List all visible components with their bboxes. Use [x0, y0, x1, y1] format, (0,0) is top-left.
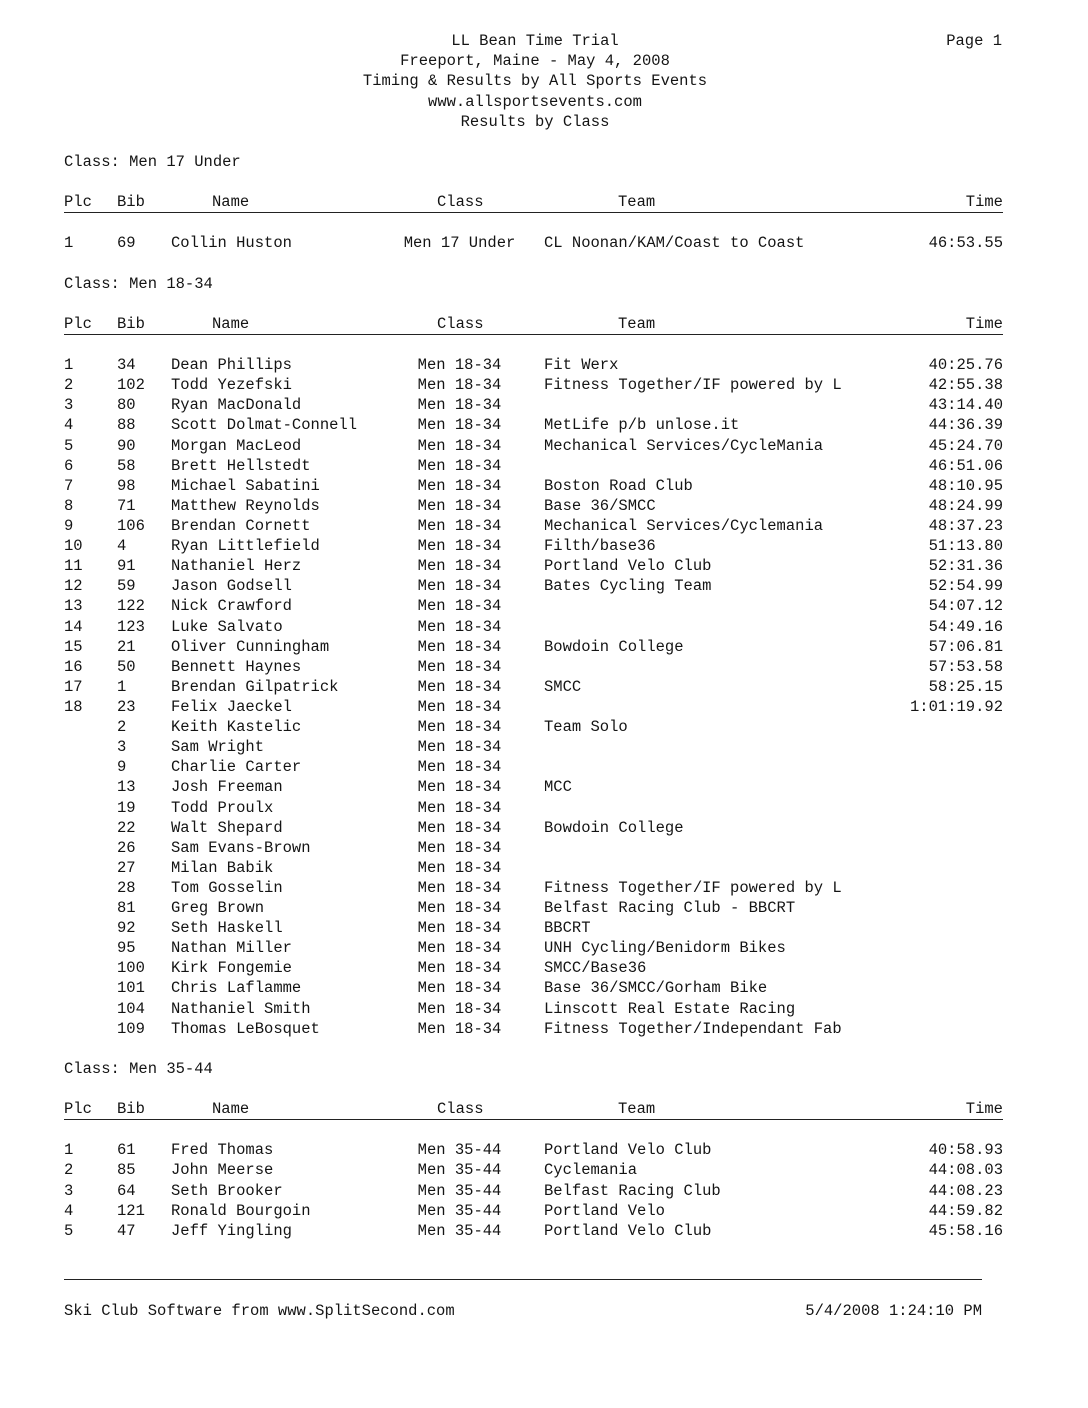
cell-team: Filth/base36	[544, 537, 656, 556]
cell-plc: 2	[64, 376, 74, 395]
column-header-plc: Plc	[64, 314, 92, 333]
cell-team: Mechanical Services/CycleMania	[544, 436, 824, 455]
cell-plc: 1	[64, 1141, 74, 1160]
table-row	[64, 717, 1003, 737]
cell-plc: 4	[64, 1201, 74, 1220]
table-row	[64, 355, 1003, 375]
cell-bib: 26	[117, 838, 136, 857]
event-location-date: Freeport, Maine - May 4, 2008	[400, 52, 670, 71]
table-row	[64, 1181, 1003, 1201]
cell-plc: 18	[64, 697, 83, 716]
cell-plc: 5	[64, 436, 74, 455]
cell-team: Portland Velo Club	[544, 557, 712, 576]
cell-plc: 9	[64, 516, 74, 535]
table-row	[64, 556, 1003, 576]
cell-bib: 109	[117, 1019, 145, 1038]
cell-class: Men 18-34	[417, 597, 502, 616]
column-header-time: Time	[965, 193, 1003, 212]
table-row	[64, 516, 1003, 536]
cell-class: Men 18-34	[417, 436, 502, 455]
column-header-bib: Bib	[117, 193, 145, 212]
cell-class: Men 18-34	[417, 1019, 502, 1038]
cell-class: Men 18-34	[417, 778, 502, 797]
column-header-team: Team	[618, 193, 656, 212]
blank-line	[64, 294, 1003, 314]
cell-team: Boston Road Club	[544, 476, 693, 495]
timing-credit: Timing & Results by All Sports Events	[362, 72, 708, 91]
cell-bib: 19	[117, 798, 136, 817]
cell-plc: 14	[64, 617, 83, 636]
cell-bib: 71	[117, 496, 136, 515]
cell-plc: 3	[64, 1181, 74, 1200]
cell-plc: 1	[64, 356, 74, 375]
cell-bib: 4	[117, 537, 127, 556]
class-section	[64, 152, 1003, 274]
cell-time: 42:55.38	[928, 376, 1003, 395]
cell-name: Brett Hellstedt	[171, 456, 311, 475]
table-row	[64, 395, 1003, 415]
column-header-time: Time	[965, 314, 1003, 333]
table-row	[64, 1201, 1003, 1221]
cell-name: Todd Yezefski	[171, 376, 292, 395]
cell-plc: 17	[64, 677, 83, 696]
table-row	[64, 476, 1003, 496]
table-row	[64, 958, 1003, 978]
column-header-time: Time	[965, 1100, 1003, 1119]
table-row	[64, 878, 1003, 898]
cell-class: Men 18-34	[417, 657, 502, 676]
cell-class: Men 18-34	[417, 878, 502, 897]
cell-team: Belfast Racing Club - BBCRT	[544, 899, 796, 918]
table-row	[64, 1140, 1003, 1160]
cell-class: Men 18-34	[417, 738, 502, 757]
cell-name: John Meerse	[171, 1161, 274, 1180]
cell-team: Base 36/SMCC	[544, 496, 656, 515]
cell-bib: 13	[117, 778, 136, 797]
cell-bib: 100	[117, 959, 145, 978]
event-title: LL Bean Time Trial	[451, 32, 619, 50]
cell-name: Josh Freeman	[171, 778, 283, 797]
cell-bib: 88	[117, 416, 136, 435]
cell-time: 40:58.93	[928, 1141, 1003, 1160]
cell-name: Dean Phillips	[171, 356, 292, 375]
table-row	[64, 536, 1003, 556]
cell-time: 52:31.36	[928, 557, 1003, 576]
cell-team: Cyclemania	[544, 1161, 638, 1180]
cell-name: Nathaniel Herz	[171, 557, 302, 576]
cell-plc: 3	[64, 396, 74, 415]
cell-time: 44:59.82	[928, 1201, 1003, 1220]
cell-bib: 69	[117, 234, 136, 253]
cell-team: Bowdoin College	[544, 637, 684, 656]
cell-time: 58:25.15	[928, 677, 1003, 696]
cell-bib: 92	[117, 919, 136, 938]
cell-class: Men 18-34	[417, 356, 502, 375]
blank-line	[64, 172, 1003, 192]
cell-name: Fred Thomas	[171, 1141, 274, 1160]
cell-name: Collin Huston	[171, 234, 292, 253]
cell-bib: 23	[117, 697, 136, 716]
cell-time: 46:53.55	[928, 234, 1003, 253]
column-header-name: Name	[212, 193, 250, 212]
cell-class: Men 18-34	[417, 979, 502, 998]
cell-team: Belfast Racing Club	[544, 1181, 721, 1200]
cell-bib: 28	[117, 878, 136, 897]
footer-divider	[64, 1279, 982, 1280]
column-header-class: Class	[437, 193, 484, 212]
class-section-title: Class: Men 17 Under	[64, 153, 241, 171]
cell-name: Ryan MacDonald	[171, 396, 302, 415]
cell-name: Tom Gosselin	[171, 878, 283, 897]
cell-plc: 1	[64, 234, 74, 253]
cell-bib: 102	[117, 376, 145, 395]
cell-bib: 98	[117, 476, 136, 495]
cell-name: Todd Proulx	[171, 798, 274, 817]
cell-class: Men 18-34	[417, 396, 502, 415]
cell-name: Keith Kastelic	[171, 718, 302, 737]
cell-time: 40:25.76	[928, 356, 1003, 375]
cell-name: Oliver Cunningham	[171, 637, 330, 656]
cell-bib: 81	[117, 899, 136, 918]
cell-name: Thomas LeBosquet	[171, 1019, 320, 1038]
cell-class: Men 18-34	[417, 959, 502, 978]
column-header-team: Team	[618, 314, 656, 333]
table-row	[64, 456, 1003, 476]
cell-time: 54:49.16	[928, 617, 1003, 636]
table-row	[64, 415, 1003, 435]
table-row	[64, 737, 1003, 757]
table-row	[64, 657, 1003, 677]
cell-class: Men 18-34	[417, 899, 502, 918]
column-header-class: Class	[437, 314, 484, 333]
cell-plc: 12	[64, 577, 83, 596]
cell-name: Felix Jaeckel	[171, 697, 292, 716]
cell-name: Brendan Gilpatrick	[171, 677, 339, 696]
cell-bib: 122	[117, 597, 145, 616]
column-header-team: Team	[618, 1100, 656, 1119]
cell-name: Walt Shepard	[171, 818, 283, 837]
cell-name: Nick Crawford	[171, 597, 292, 616]
table-row	[64, 496, 1003, 516]
cell-time: 54:07.12	[928, 597, 1003, 616]
software-credit: Ski Club Software from www.SplitSecond.com	[64, 1302, 455, 1320]
cell-time: 57:53.58	[928, 657, 1003, 676]
cell-class: Men 18-34	[417, 577, 502, 596]
cell-name: Seth Haskell	[171, 919, 283, 938]
cell-bib: 50	[117, 657, 136, 676]
cell-time: 44:08.23	[928, 1181, 1003, 1200]
blank-line	[64, 1120, 1003, 1140]
cell-class: Men 18-34	[417, 919, 502, 938]
report-header	[0, 31, 1070, 132]
cell-bib: 3	[117, 738, 127, 757]
cell-name: Ronald Bourgoin	[171, 1201, 311, 1220]
cell-name: Sam Wright	[171, 738, 265, 757]
cell-class: Men 18-34	[417, 999, 502, 1018]
cell-time: 44:08.03	[928, 1161, 1003, 1180]
cell-bib: 21	[117, 637, 136, 656]
cell-class: Men 18-34	[417, 677, 502, 696]
cell-team: Mechanical Services/Cyclemania	[544, 516, 824, 535]
cell-name: Luke Salvato	[171, 617, 283, 636]
cell-name: Scott Dolmat-Connell	[171, 416, 358, 435]
cell-team: Fitness Together/Independant Fab	[544, 1019, 842, 1038]
cell-team: Fitness Together/IF powered by L	[544, 376, 842, 395]
cell-plc: 4	[64, 416, 74, 435]
table-row	[64, 576, 1003, 596]
table-row	[64, 1019, 1003, 1039]
cell-class: Men 18-34	[417, 617, 502, 636]
cell-class: Men 17 Under	[403, 234, 516, 253]
cell-class: Men 18-34	[417, 496, 502, 515]
cell-class: Men 18-34	[417, 376, 502, 395]
cell-time: 52:54.99	[928, 577, 1003, 596]
cell-bib: 27	[117, 858, 136, 877]
cell-bib: 47	[117, 1221, 136, 1240]
report-subtitle: Results by Class	[460, 112, 610, 131]
cell-class: Men 35-44	[417, 1221, 502, 1240]
cell-bib: 2	[117, 718, 127, 737]
cell-bib: 59	[117, 577, 136, 596]
table-row	[64, 637, 1003, 657]
cell-name: Milan Babik	[171, 858, 274, 877]
cell-plc: 16	[64, 657, 83, 676]
cell-class: Men 18-34	[417, 838, 502, 857]
column-header-row	[64, 314, 1003, 335]
cell-time: 57:06.81	[928, 637, 1003, 656]
cell-class: Men 18-34	[417, 718, 502, 737]
table-row	[64, 617, 1003, 637]
column-header-bib: Bib	[117, 314, 145, 333]
cell-team: Portland Velo Club	[544, 1221, 712, 1240]
cell-bib: 121	[117, 1201, 145, 1220]
cell-team: MetLife p/b unlose.it	[544, 416, 740, 435]
cell-plc: 6	[64, 456, 74, 475]
cell-team: CL Noonan/KAM/Coast to Coast	[544, 234, 805, 253]
table-row	[64, 858, 1003, 878]
table-row	[64, 596, 1003, 616]
cell-class: Men 35-44	[417, 1201, 502, 1220]
cell-class: Men 18-34	[417, 416, 502, 435]
cell-name: Ryan Littlefield	[171, 537, 320, 556]
cell-name: Kirk Fongemie	[171, 959, 292, 978]
column-header-class: Class	[437, 1100, 484, 1119]
cell-team: SMCC	[544, 677, 582, 696]
column-header-plc: Plc	[64, 1100, 92, 1119]
cell-class: Men 18-34	[417, 858, 502, 877]
cell-bib: 123	[117, 617, 145, 636]
cell-bib: 91	[117, 557, 136, 576]
cell-bib: 64	[117, 1181, 136, 1200]
cell-name: Jeff Yingling	[171, 1221, 292, 1240]
cell-name: Chris Laflamme	[171, 979, 302, 998]
column-header-name: Name	[212, 1100, 250, 1119]
class-section	[64, 1059, 1003, 1241]
blank-line	[64, 335, 1003, 355]
cell-class: Men 18-34	[417, 798, 502, 817]
cell-time: 45:58.16	[928, 1221, 1003, 1240]
cell-bib: 104	[117, 999, 145, 1018]
cell-plc: 10	[64, 537, 83, 556]
cell-class: Men 18-34	[417, 637, 502, 656]
cell-class: Men 35-44	[417, 1181, 502, 1200]
cell-plc: 7	[64, 476, 74, 495]
table-row	[64, 757, 1003, 777]
cell-bib: 22	[117, 818, 136, 837]
cell-time: 51:13.80	[928, 537, 1003, 556]
blank-line	[64, 213, 1003, 233]
table-row	[64, 898, 1003, 918]
cell-time: 1:01:19.92	[909, 697, 1003, 716]
table-row	[64, 978, 1003, 998]
table-row	[64, 697, 1003, 717]
cell-class: Men 18-34	[417, 476, 502, 495]
cell-class: Men 18-34	[417, 818, 502, 837]
cell-class: Men 18-34	[417, 456, 502, 475]
cell-team: Team Solo	[544, 718, 628, 737]
table-row	[64, 838, 1003, 858]
cell-team: Bowdoin College	[544, 818, 684, 837]
results-sections	[64, 152, 1003, 1241]
cell-name: Jason Godsell	[171, 577, 292, 596]
cell-plc: 2	[64, 1161, 74, 1180]
blank-line	[64, 254, 1003, 274]
cell-bib: 101	[117, 979, 145, 998]
column-header-plc: Plc	[64, 193, 92, 212]
cell-team: Portland Velo	[544, 1201, 665, 1220]
cell-name: Morgan MacLeod	[171, 436, 302, 455]
cell-bib: 61	[117, 1141, 136, 1160]
table-row	[64, 677, 1003, 697]
cell-plc: 5	[64, 1221, 74, 1240]
blank-line	[64, 1039, 1003, 1059]
cell-team: Fit Werx	[544, 356, 619, 375]
cell-name: Nathan Miller	[171, 939, 292, 958]
cell-team: BBCRT	[544, 919, 591, 938]
cell-name: Bennett Haynes	[171, 657, 302, 676]
table-row	[64, 999, 1003, 1019]
cell-class: Men 18-34	[417, 758, 502, 777]
cell-time: 48:10.95	[928, 476, 1003, 495]
website-url: www.allsportsevents.com	[428, 92, 642, 111]
cell-bib: 34	[117, 356, 136, 375]
cell-plc: 15	[64, 637, 83, 656]
cell-plc: 8	[64, 496, 74, 515]
column-header-row	[64, 1099, 1003, 1120]
page-number: Page 1	[946, 32, 1002, 50]
column-header-row	[64, 192, 1003, 213]
cell-bib: 80	[117, 396, 136, 415]
cell-class: Men 35-44	[417, 1141, 502, 1160]
cell-bib: 85	[117, 1161, 136, 1180]
table-row	[64, 798, 1003, 818]
cell-team: Portland Velo Club	[544, 1141, 712, 1160]
table-row	[64, 777, 1003, 797]
cell-bib: 9	[117, 758, 127, 777]
cell-time: 48:24.99	[928, 496, 1003, 515]
cell-name: Sam Evans-Brown	[171, 838, 311, 857]
table-row	[64, 375, 1003, 395]
cell-team: Bates Cycling Team	[544, 577, 712, 596]
cell-name: Seth Brooker	[171, 1181, 283, 1200]
cell-name: Michael Sabatini	[171, 476, 320, 495]
column-header-name: Name	[212, 314, 250, 333]
table-row	[64, 938, 1003, 958]
cell-name: Greg Brown	[171, 899, 265, 918]
cell-team: Fitness Together/IF powered by L	[544, 878, 842, 897]
cell-class: Men 18-34	[417, 537, 502, 556]
cell-time: 44:36.39	[928, 416, 1003, 435]
table-row	[64, 233, 1003, 253]
cell-class: Men 18-34	[417, 939, 502, 958]
cell-class: Men 18-34	[417, 516, 502, 535]
class-section	[64, 274, 1003, 1059]
cell-time: 46:51.06	[928, 456, 1003, 475]
print-timestamp: 5/4/2008 1:24:10 PM	[805, 1302, 982, 1320]
cell-name: Matthew Reynolds	[171, 496, 320, 515]
class-section-title: Class: Men 35-44	[64, 1059, 213, 1078]
cell-team: Linscott Real Estate Racing	[544, 999, 796, 1018]
cell-bib: 95	[117, 939, 136, 958]
table-row	[64, 1221, 1003, 1241]
cell-class: Men 18-34	[417, 557, 502, 576]
cell-team: Base 36/SMCC/Gorham Bike	[544, 979, 768, 998]
table-row	[64, 1160, 1003, 1180]
cell-bib: 1	[117, 677, 127, 696]
cell-class: Men 18-34	[417, 697, 502, 716]
cell-bib: 58	[117, 456, 136, 475]
cell-time: 43:14.40	[928, 396, 1003, 415]
cell-name: Nathaniel Smith	[171, 999, 311, 1018]
cell-bib: 90	[117, 436, 136, 455]
cell-plc: 11	[64, 557, 83, 576]
cell-plc: 13	[64, 597, 83, 616]
cell-name: Brendan Cornett	[171, 516, 311, 535]
table-row	[64, 918, 1003, 938]
cell-time: 48:37.23	[928, 516, 1003, 535]
cell-name: Charlie Carter	[171, 758, 302, 777]
cell-class: Men 35-44	[417, 1161, 502, 1180]
cell-team: UNH Cycling/Benidorm Bikes	[544, 939, 786, 958]
class-section-title: Class: Men 18-34	[64, 274, 213, 293]
table-row	[64, 818, 1003, 838]
column-header-bib: Bib	[117, 1100, 145, 1119]
blank-line	[64, 1079, 1003, 1099]
cell-time: 45:24.70	[928, 436, 1003, 455]
cell-team: MCC	[544, 778, 572, 797]
cell-bib: 106	[117, 516, 145, 535]
table-row	[64, 436, 1003, 456]
cell-team: SMCC/Base36	[544, 959, 647, 978]
